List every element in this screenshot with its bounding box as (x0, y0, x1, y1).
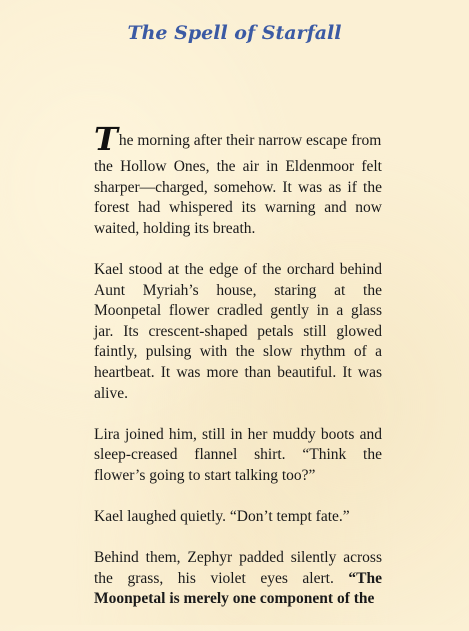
chapter-body (94, 118, 382, 631)
paragraph-5-bold-text: “The Moonpetal is merely one component of the (94, 569, 382, 608)
paragraph-5-text: Behind them, Zephyr padded silently across the grass, his violet eyes alert. (94, 549, 382, 587)
opening-line (94, 118, 382, 158)
paragraph-3: Lira joined him, still in her muddy boots and sleep-creased flannel shirt. “Think the flower’s going to start talking too?” (94, 425, 382, 484)
paragraph-5 (94, 548, 382, 610)
opening-line-text: he morning after their narrow escape from (118, 132, 382, 150)
chapter-title: The Spell of Starfall (127, 22, 342, 44)
paragraph-4: Kael laughed quietly. “Don’t tempt fate.” (94, 508, 350, 526)
drop-cap: T (94, 120, 118, 158)
paragraph-2: Kael stood at the edge of the orchard behind Aunt Myriah’s house, staring at the Moonpetal flower cradled gently in a glass jar. Its crescent-shaped petals still glowed faintly, pulsing with the slow rhythm of a heartbeat. It was more than beautiful. It was alive. (94, 260, 382, 402)
paragraph-1: the Hollow Ones, the air in Eldenmoor felt sharper—charged, somehow. It was as if the forest had whispered its warning and now waited, holding its breath. (94, 158, 382, 237)
